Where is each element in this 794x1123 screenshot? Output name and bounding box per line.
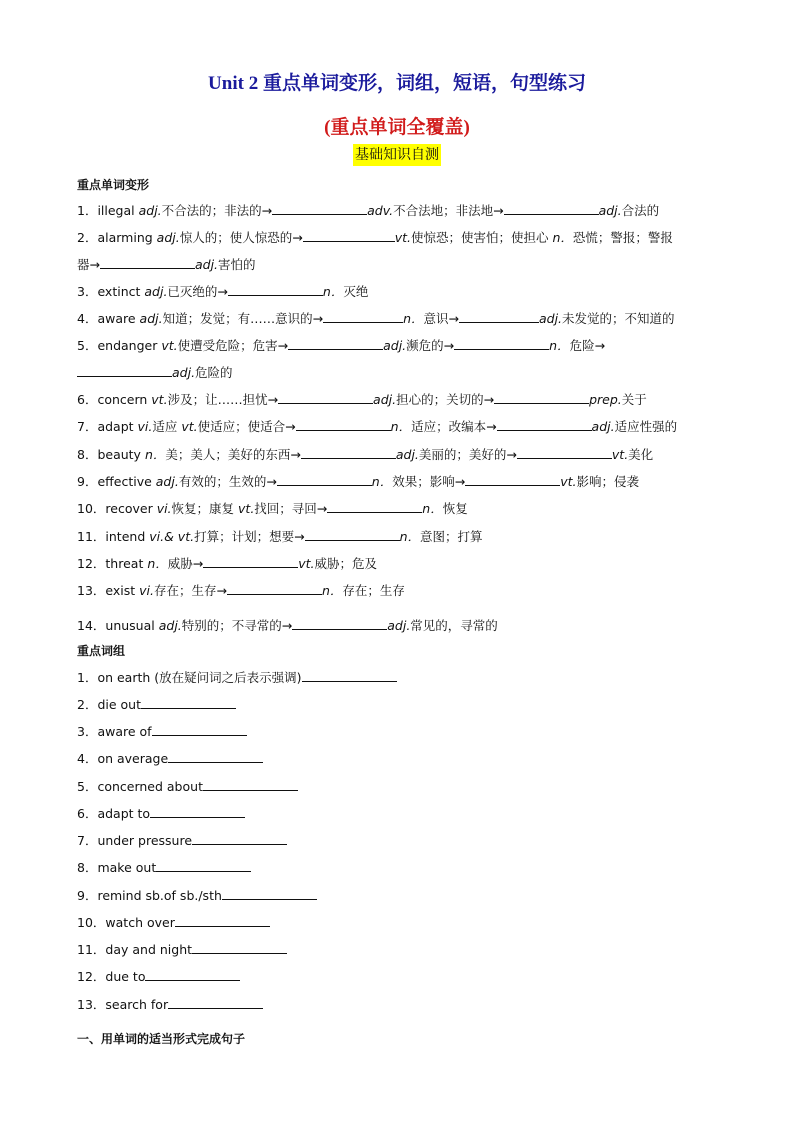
answer-blank[interactable] <box>203 778 298 791</box>
page-subtitle: (重点单词全覆盖) <box>324 117 470 138</box>
answer-blank[interactable] <box>517 446 612 459</box>
answer-blank[interactable] <box>454 337 549 350</box>
section-badge: 基础知识自测 <box>353 144 441 166</box>
section-heading-sentences: 一、用单词的适当形式完成句子 <box>77 1032 246 1046</box>
phrase-item: 8．make out <box>77 859 251 877</box>
answer-blank[interactable] <box>327 500 422 513</box>
word-item-11: 11．intend vi.& vt.打算；计划；想要→ n．意图；打算 <box>77 529 483 544</box>
answer-blank[interactable] <box>156 859 251 872</box>
answer-blank[interactable] <box>227 582 322 595</box>
phrase-item: 4．on average <box>77 750 263 768</box>
answer-blank[interactable] <box>141 696 236 709</box>
word-item-5: 5．endanger vt.使遭受危险；危害→ adj.濒危的→ n．危险→ <box>77 338 606 353</box>
answer-blank[interactable] <box>303 229 395 242</box>
word-item-7: 7．adapt vi.适应 vt.使适应；使适合→ n．适应；改编本→ adj.适应性强的 <box>77 419 678 434</box>
answer-blank[interactable] <box>278 391 373 404</box>
phrase-item: 7．under pressure <box>77 832 287 850</box>
answer-blank[interactable] <box>301 446 396 459</box>
answer-blank[interactable] <box>465 473 560 486</box>
answer-blank[interactable] <box>228 283 323 296</box>
answer-blank[interactable] <box>459 310 539 323</box>
word-item-2-cont: 器→ adj.害怕的 <box>77 257 256 272</box>
phrase-item: 6．adapt to <box>77 805 245 823</box>
answer-blank[interactable] <box>145 968 240 981</box>
word-item-1: 1．illegal adj.不合法的；非法的→ adv.不合法地；非法地→ adj.合法的 <box>77 203 660 218</box>
phrase-item: 10．watch over <box>77 914 270 932</box>
answer-blank[interactable] <box>152 723 247 736</box>
answer-blank[interactable] <box>222 887 317 900</box>
answer-blank[interactable] <box>77 364 172 377</box>
answer-blank[interactable] <box>323 310 403 323</box>
word-item-14: 14．unusual adj.特别的；不寻常的→ adj.常见的，寻常的 <box>77 618 498 633</box>
answer-blank[interactable] <box>296 418 391 431</box>
answer-blank[interactable] <box>288 337 383 350</box>
answer-blank[interactable] <box>175 914 270 927</box>
phrase-item: 2．die out <box>77 696 236 714</box>
page-title: Unit 2 重点单词变形，词组，短语，句型练习 <box>208 73 586 94</box>
answer-blank[interactable] <box>292 617 387 630</box>
word-item-4: 4．aware adj.知道；发觉；有……意识的→ n．意识→ adj.未发觉的；不知道的 <box>77 311 675 326</box>
phrase-item: 11．day and night <box>77 941 287 959</box>
word-item-13: 13．exist vi.存在；生存→ n．存在；生存 <box>77 583 405 598</box>
word-item-10: 10．recover vi.恢复；康复 vt.找回；寻回→ n．恢复 <box>77 501 468 516</box>
answer-blank[interactable] <box>305 528 400 541</box>
answer-blank[interactable] <box>192 941 287 954</box>
phrase-item: 5．concerned about <box>77 778 298 796</box>
word-item-8: 8．beauty n．美；美人；美好的东西→ adj.美丽的；美好的→ vt.美化 <box>77 447 654 462</box>
answer-blank[interactable] <box>504 202 599 215</box>
phrase-item: 13．search for <box>77 996 263 1014</box>
word-item-2: 2．alarming adj.惊人的；使人惊恐的→ vt.使惊恐；使害怕；使担心 n．恐慌；警报；警报 <box>77 230 673 245</box>
phrase-item: 1．on earth (放在疑问词之后表示强调) <box>77 669 397 687</box>
answer-blank[interactable] <box>497 418 592 431</box>
word-item-5-cont: adj.危险的 <box>77 364 233 382</box>
answer-blank[interactable] <box>203 555 298 568</box>
phrase-item: 9．remind sb.of sb./sth <box>77 887 317 905</box>
answer-blank[interactable] <box>168 750 263 763</box>
answer-blank[interactable] <box>192 832 287 845</box>
answer-blank[interactable] <box>100 256 195 269</box>
answer-blank[interactable] <box>277 473 372 486</box>
word-item-3: 3．extinct adj.已灭绝的→ n．灭绝 <box>77 284 369 299</box>
answer-blank[interactable] <box>302 669 397 682</box>
word-item-6: 6．concern vt.涉及；让……担忧→ adj.担心的；关切的→ prep.关于 <box>77 392 647 407</box>
word-item-9: 9．effective adj.有效的；生效的→ n．效果；影响→ vt.影响；侵袭 <box>77 474 640 489</box>
phrase-item: 3．aware of <box>77 723 247 741</box>
section-heading-words: 重点单词变形 <box>77 178 150 192</box>
answer-blank[interactable] <box>494 391 589 404</box>
answer-blank[interactable] <box>272 202 367 215</box>
answer-blank[interactable] <box>168 996 263 1009</box>
section-heading-phrases: 重点词组 <box>77 644 126 658</box>
phrase-item: 12．due to <box>77 968 240 986</box>
answer-blank[interactable] <box>150 805 245 818</box>
word-item-12: 12．threat n．威胁→ vt.威胁；危及 <box>77 556 378 571</box>
